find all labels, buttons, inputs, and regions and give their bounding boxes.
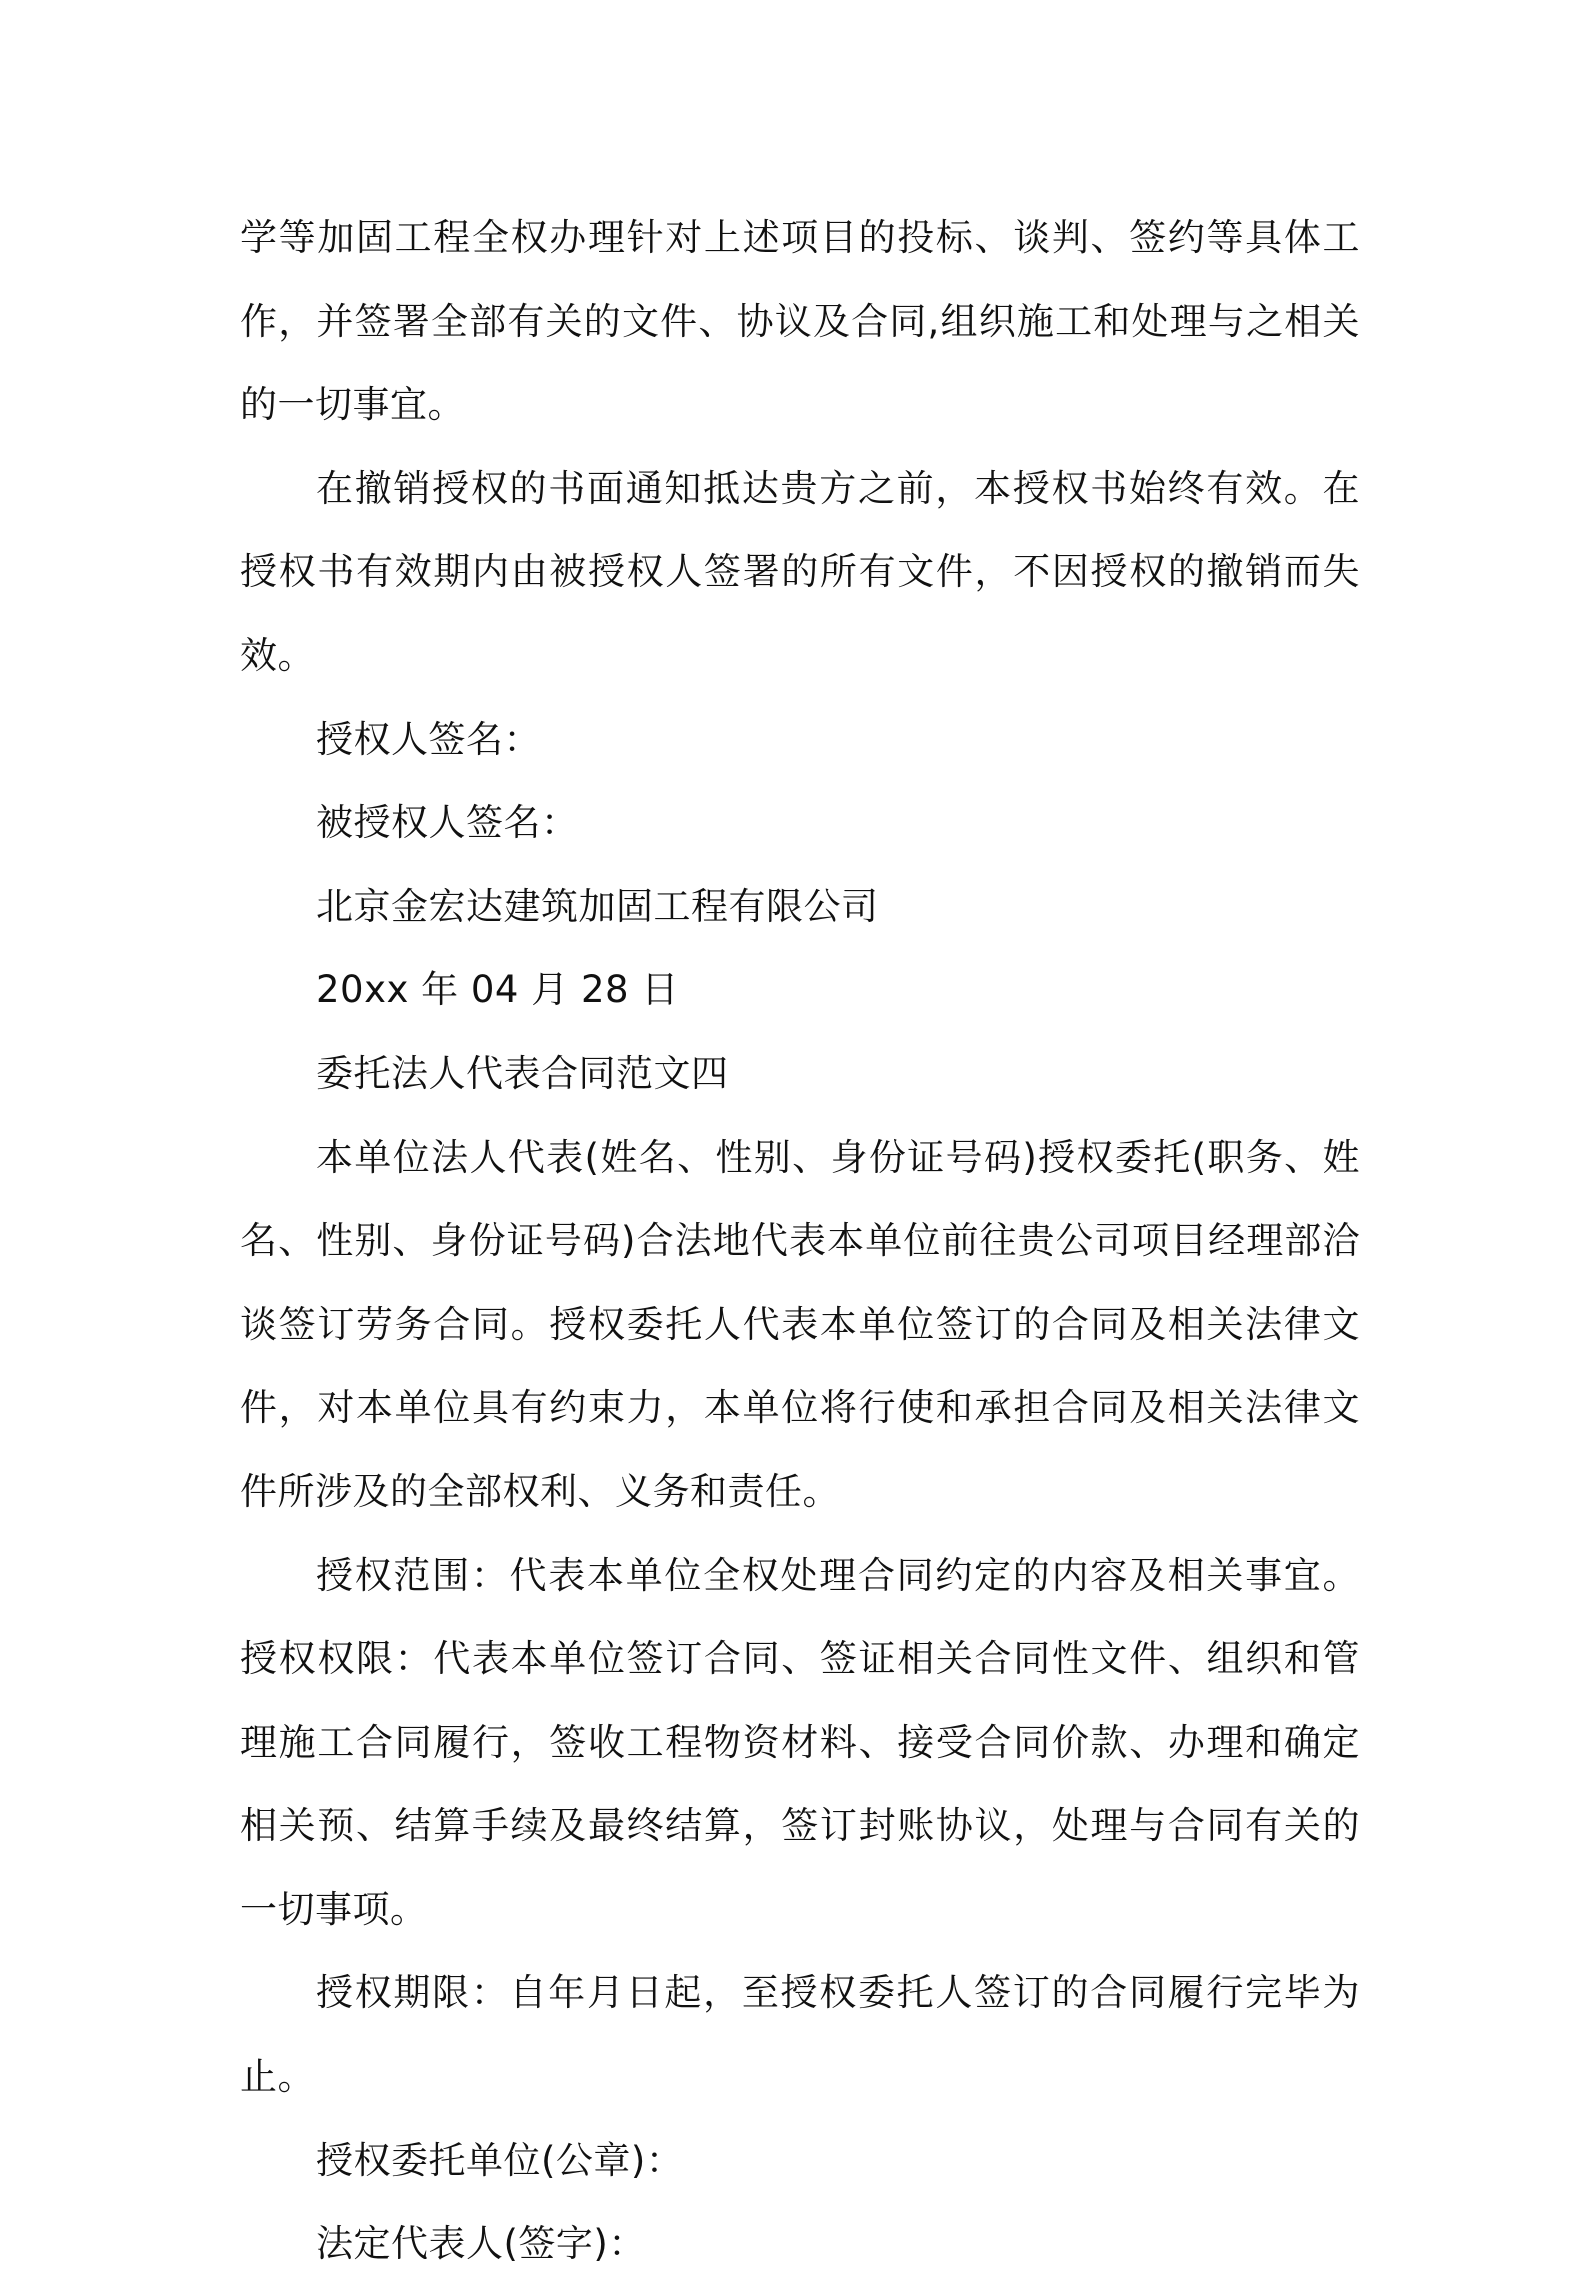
paragraph-authorization-scope: 授权范围：代表本单位全权处理合同约定的内容及相关事宜。授权权限：代表本单位签订合同、签证相关合同性文件、组织和管理施工合同履行，签收工程物资材料、接受合同价款、办理和确定相关预、结算手续及最终结算，签订封账协议，处理与合同有关的一切事项。 [240, 1553, 1360, 1931]
company-name: 北京金宏达建筑加固工程有限公司 [316, 884, 879, 928]
section-heading: 委托法人代表合同范文四 [316, 1051, 729, 1095]
grantor-signature-line: 授权人签名： [316, 717, 541, 761]
paragraph-authorization-period: 授权期限：自年月日起，至授权委托人签订的合同履行完毕为止。 [240, 1971, 1360, 2099]
legal-representative-signature-line: 法定代表人(签字)： [316, 2222, 646, 2266]
paragraph-scope-continued: 学等加固工程全权办理针对上述项目的投标、谈判、签约等具体工作，并签署全部有关的文件、协议及合同,组织施工和处理与之相关的一切事宜。 [240, 216, 1360, 427]
document-body [240, 196, 1360, 2286]
grantee-signature-line: 被授权人签名： [316, 801, 579, 845]
paragraph-authorization: 本单位法人代表(姓名、性别、身份证号码)授权委托(职务、姓名、性别、身份证号码)合法地代表本单位前往贵公司项目经理部洽谈签订劳务合同。授权委托人代表本单位签订的合同及相关法律文件，对本单位具有约束力，本单位将行使和承担合同及相关法律文件所涉及的全部权利、义务和责任。 [240, 1135, 1360, 1513]
authorizing-unit-seal-line: 授权委托单位(公章)： [316, 2138, 684, 2182]
paragraph-validity: 在撤销授权的书面通知抵达贵方之前，本授权书始终有效。在授权书有效期内由被授权人签署的所有文件，不因授权的撤销而失效。 [240, 466, 1360, 677]
document-date: 20xx 年 04 月 28 日 [316, 968, 679, 1012]
